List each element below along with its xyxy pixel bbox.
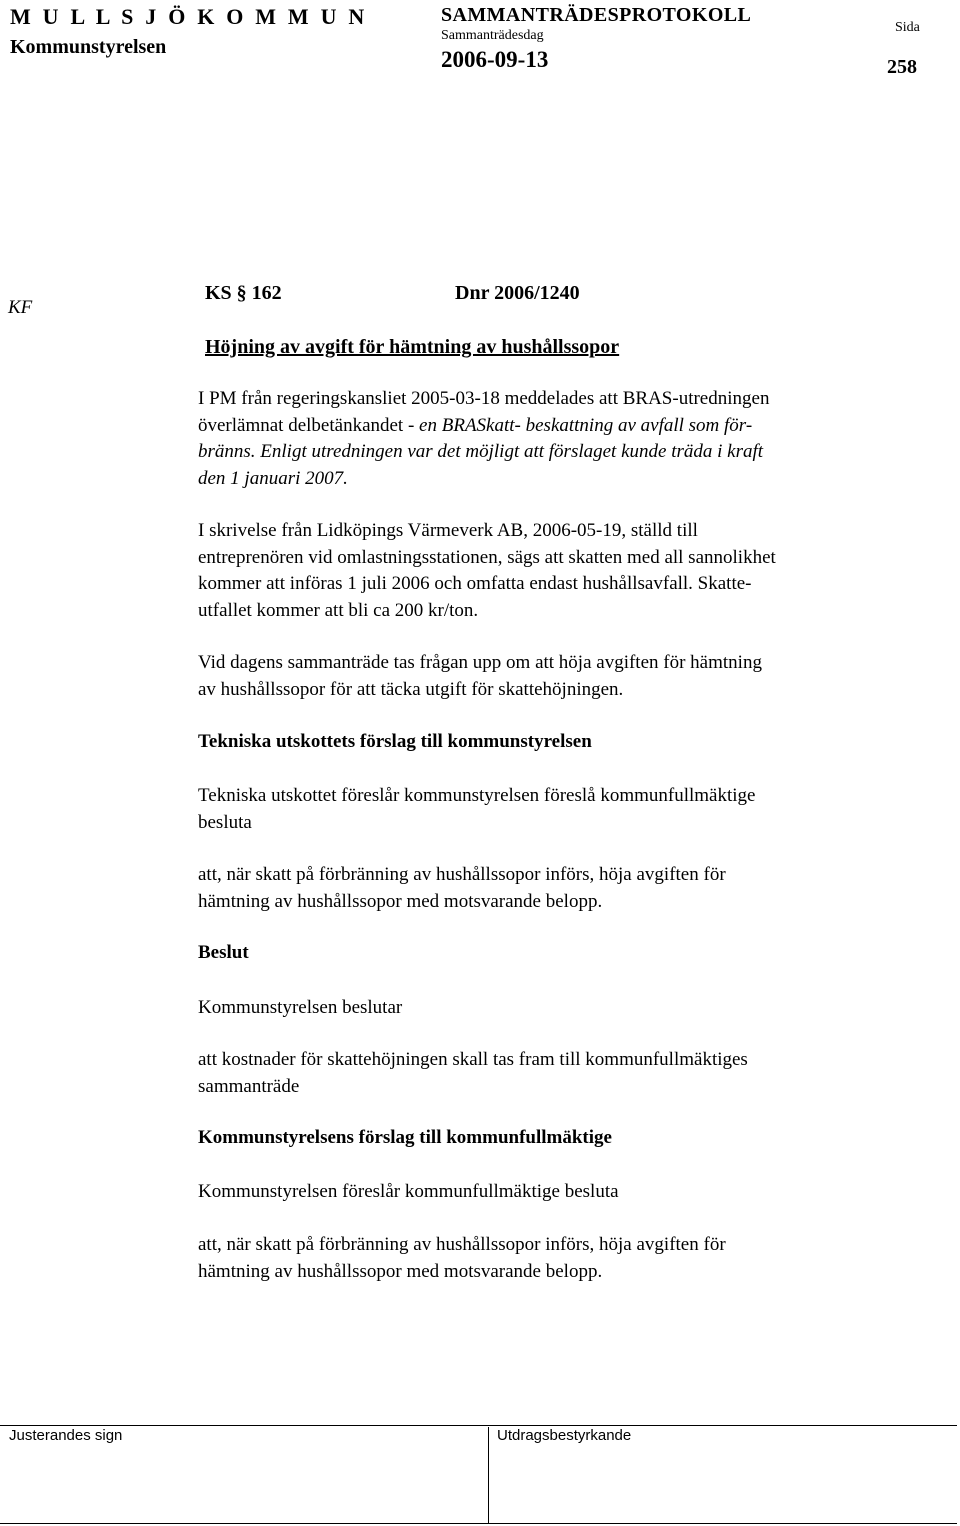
paragraph-pm-background — [198, 386, 898, 492]
paragraph-line: Kommunstyrelsen föreslår kommunfullmäktige besluta — [198, 1181, 619, 1202]
department-name: Kommunstyrelsen — [10, 36, 167, 58]
paragraph-decision-intro — [198, 995, 898, 1022]
footer-divider — [0, 1425, 957, 1426]
signature-label: Justerandes sign — [9, 1427, 123, 1444]
paragraph-line: entreprenören vid omlastningsstationen, sägs att skatten med all sannolikhet — [198, 546, 776, 568]
paragraph-line: utfallet kommer att bli ca 200 kr/ton. — [198, 599, 479, 621]
paragraph-line: besluta — [198, 811, 252, 833]
paragraph-line-part: överlämnat delbetänkandet - — [198, 414, 420, 436]
paragraph-line: Kommunstyrelsen beslutar — [198, 997, 403, 1018]
paragraph-board-att-clause — [198, 1232, 898, 1285]
organization-name: M U L L S J Ö K O M M U N — [10, 4, 368, 29]
case-number: KS § 162 — [205, 282, 282, 304]
paragraph-line: Tekniska utskottet föreslår kommunstyrelsen föreslå kommunfullmäktige — [198, 785, 756, 806]
paragraph-line: bränns. Enligt utredningen var det möjligt att förslaget kunde träda i kraft — [198, 441, 764, 462]
paragraph-todays-meeting — [198, 650, 898, 703]
paragraph-committee-att-clause — [198, 862, 898, 915]
section-heading-board-proposal: Kommunstyrelsens förslag till kommunfullmäktige — [198, 1127, 612, 1148]
paragraph-line: den 1 januari 2007. — [198, 467, 348, 489]
paragraph-line: av hushållssopor för att täcka utgift för skattehöjningen. — [198, 678, 624, 700]
extract-certification-label: Utdragsbestyrkande — [497, 1427, 632, 1444]
footer-bottom-divider — [0, 1523, 957, 1524]
section-heading-decision: Beslut — [198, 942, 249, 963]
paragraph-line: att, när skatt på förbränning av hushållssopor införs, höja avgiften för — [198, 1234, 726, 1255]
margin-note-kf: KF — [8, 297, 33, 318]
paragraph-line: I PM från regeringskansliet 2005-03-18 meddelades att BRAS-utredningen — [198, 388, 770, 409]
paragraph-line: sammanträde — [198, 1075, 300, 1097]
paragraph-line: att, när skatt på förbränning av hushållssopor införs, höja avgiften för — [198, 864, 726, 885]
paragraph-decision-att-clause — [198, 1047, 898, 1100]
report-title-italic: en BRASkatt- beskattning av avfall som för- — [419, 414, 753, 436]
paragraph-board-proposal — [198, 1179, 898, 1206]
extract-certification-box — [489, 1427, 957, 1523]
document-type: SAMMANTRÄDESPROTOKOLL — [441, 4, 752, 26]
paragraph-committee-proposal — [198, 783, 898, 836]
paragraph-line: kommer att införas 1 juli 2006 och omfatta endast hushållsavfall. Skatte- — [198, 573, 752, 594]
paragraph-line: I skrivelse från Lidköpings Värmeverk AB, 2006-05-19, ställd till — [198, 520, 698, 541]
paragraph-line: Vid dagens sammanträde tas frågan upp om att höja avgiften för hämtning — [198, 652, 762, 673]
case-heading: Höjning av avgift för hämtning av hushållssopor — [205, 336, 620, 358]
meeting-date-label: Sammanträdesdag — [441, 28, 544, 43]
paragraph-line: hämtning av hushållssopor med motsvarande belopp. — [198, 1260, 603, 1282]
signature-box — [0, 1427, 489, 1523]
diary-number: Dnr 2006/1240 — [455, 282, 580, 304]
meeting-date: 2006-09-13 — [441, 47, 549, 72]
page-label: Sida — [895, 20, 920, 35]
section-heading-technical-committee: Tekniska utskottets förslag till kommunstyrelsen — [198, 731, 592, 752]
paragraph-lidkoping-letter — [198, 518, 898, 624]
page-number: 258 — [887, 56, 917, 78]
paragraph-line: att kostnader för skattehöjningen skall tas fram till kommunfullmäktiges — [198, 1049, 748, 1070]
paragraph-line — [198, 413, 898, 440]
paragraph-line: hämtning av hushållssopor med motsvarande belopp. — [198, 890, 603, 912]
